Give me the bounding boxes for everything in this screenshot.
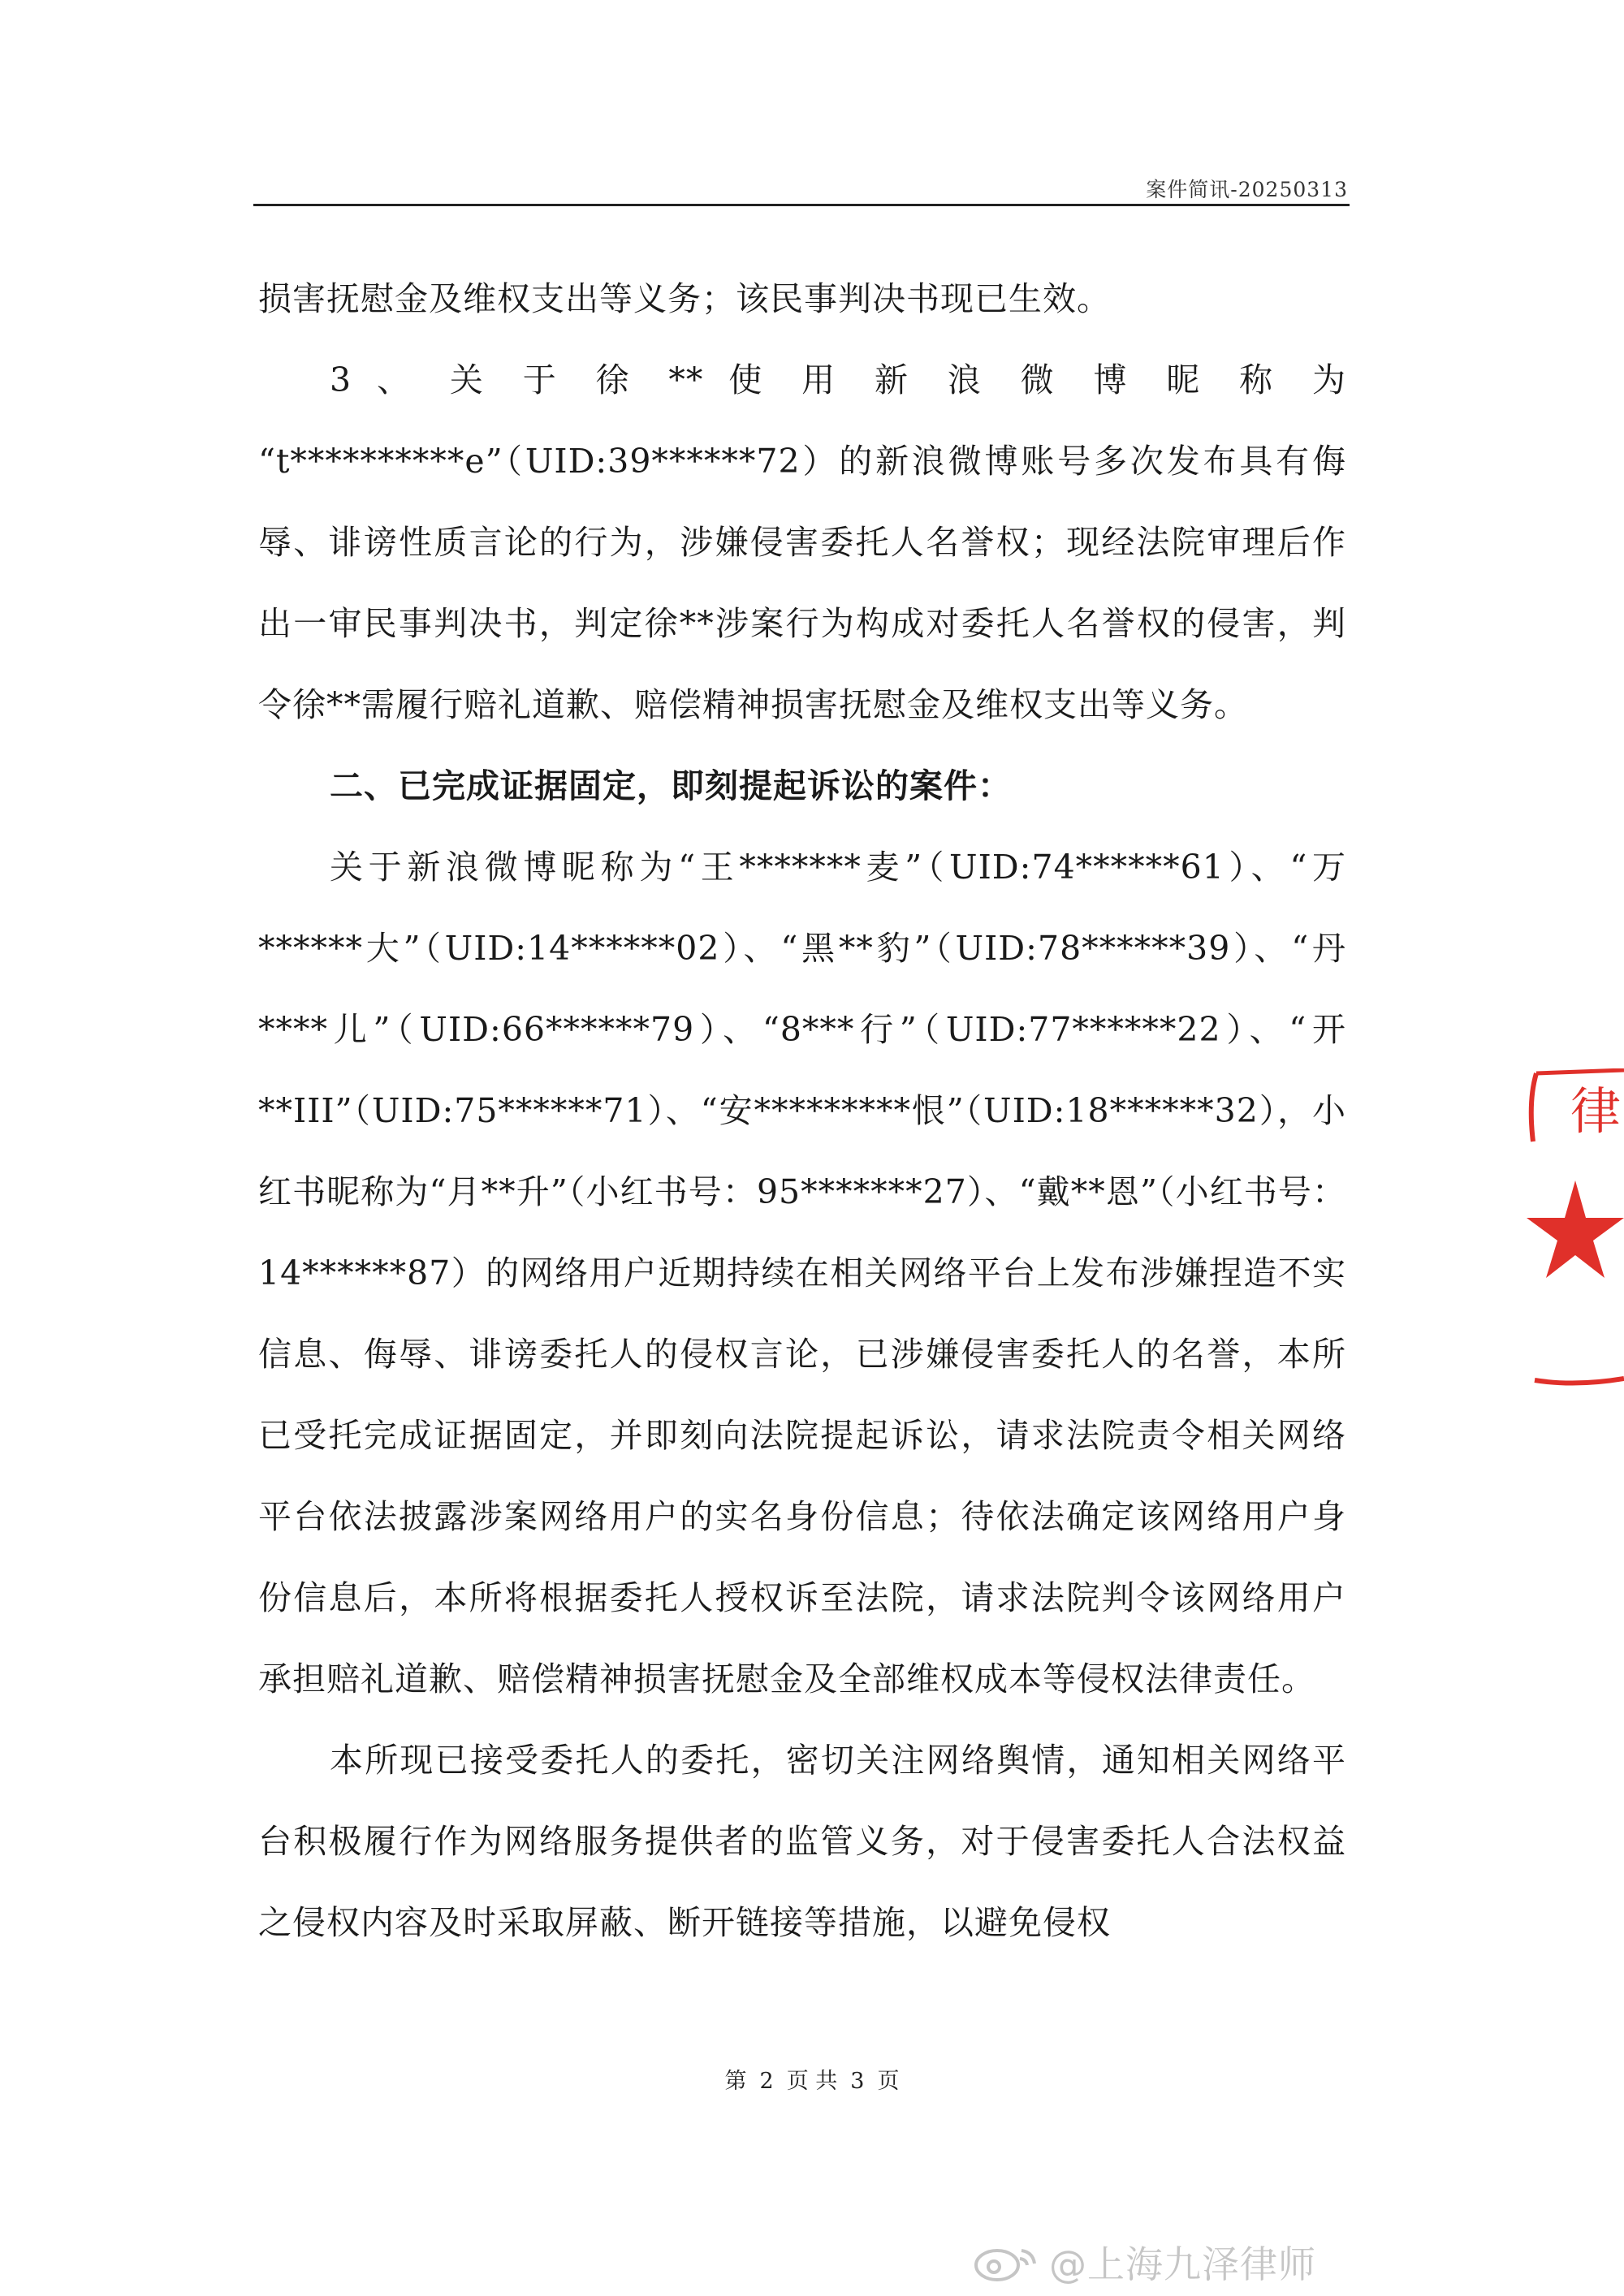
paragraph-item-3: 3 、 关 于 徐 ** 使 用 新 浪 微 博 昵 称 为 “t**********e”（UID:39******72）的新浪微博账号多次发布具有侮辱、诽谤性质言论的行为，涉嫌侵害委托人名誉权；现经法院审理后作出一审民事判决书，判定徐**涉案行为构成对委托人名誉权的侵害，判令徐**需履行赔礼道歉、赔偿精神损害抚慰金及维权支出等义务。 xyxy=(258,360,1358,724)
paragraph-continuation: 损害抚慰金及维权支出等义务；该民事判决书现已生效。 xyxy=(258,279,1111,318)
paragraph-pending-cases: 关于新浪微博昵称为“王*******麦”（UID:74******61）、“万******大”（UID:14******02）、“黑**豹”（UID:78******39）、“丹****儿”（UID:66******79）、“8***行”（UID:77******22）、“开**III”（UID:75******71）、“安*********恨”（UID:18******32），小红书昵称为“月**升”（小红书号：95*******27）、“戴**恩”（小红书号：14******87）的网络用户近期持续在相关网络平台上发布涉嫌捏造不实信息、侮辱、诽谤委托人的侵权言论，已涉嫌侵害委托人的名誉，本所已受托完成证据固定，并即刻向法院提起诉讼，请求法院责令相关网络平台依法披露涉案网络用户的实名身份信息；待依法确定该网络用户身份信息后，本所将根据委托人授权诉至法院，请求法院判令该网络用户承担赔礼道歉、赔偿精神损害抚慰金及全部维权成本等侵权法律责任。 xyxy=(258,848,1346,1698)
page-footer xyxy=(0,2063,1624,2095)
header-divider xyxy=(253,204,1350,206)
watermark-handle: @上海九泽律师 xyxy=(1049,2242,1316,2286)
section-heading-2: 二、已完成证据固定，即刻提起诉讼的案件： xyxy=(330,766,1012,805)
weibo-logo-icon xyxy=(973,2241,1041,2283)
case-brief-header: 案件简讯-20250313 xyxy=(1146,178,1348,201)
seal-stamp-icon xyxy=(1527,1068,1624,1393)
document-body xyxy=(258,258,1358,1963)
seal-glyph: 律 xyxy=(1570,1081,1622,1141)
footer-middle: 页 共 xyxy=(786,2069,838,2094)
footer-suffix: 页 xyxy=(877,2069,900,2094)
law-firm-seal xyxy=(1527,1068,1624,1393)
weibo-watermark xyxy=(973,2239,1316,2285)
footer-prefix: 第 xyxy=(724,2069,747,2094)
paragraph-closing: 本所现已接受委托人的委托，密切关注网络舆情，通知相关网络平台积极履行作为网络服务提供者的监管义务，对于侵害委托人合法权益之侵权内容及时采取屏蔽、断开链接等措施，以避免侵权 xyxy=(258,1741,1346,1942)
total-page-count: 3 xyxy=(850,2069,865,2094)
current-page-number: 2 xyxy=(759,2069,774,2094)
